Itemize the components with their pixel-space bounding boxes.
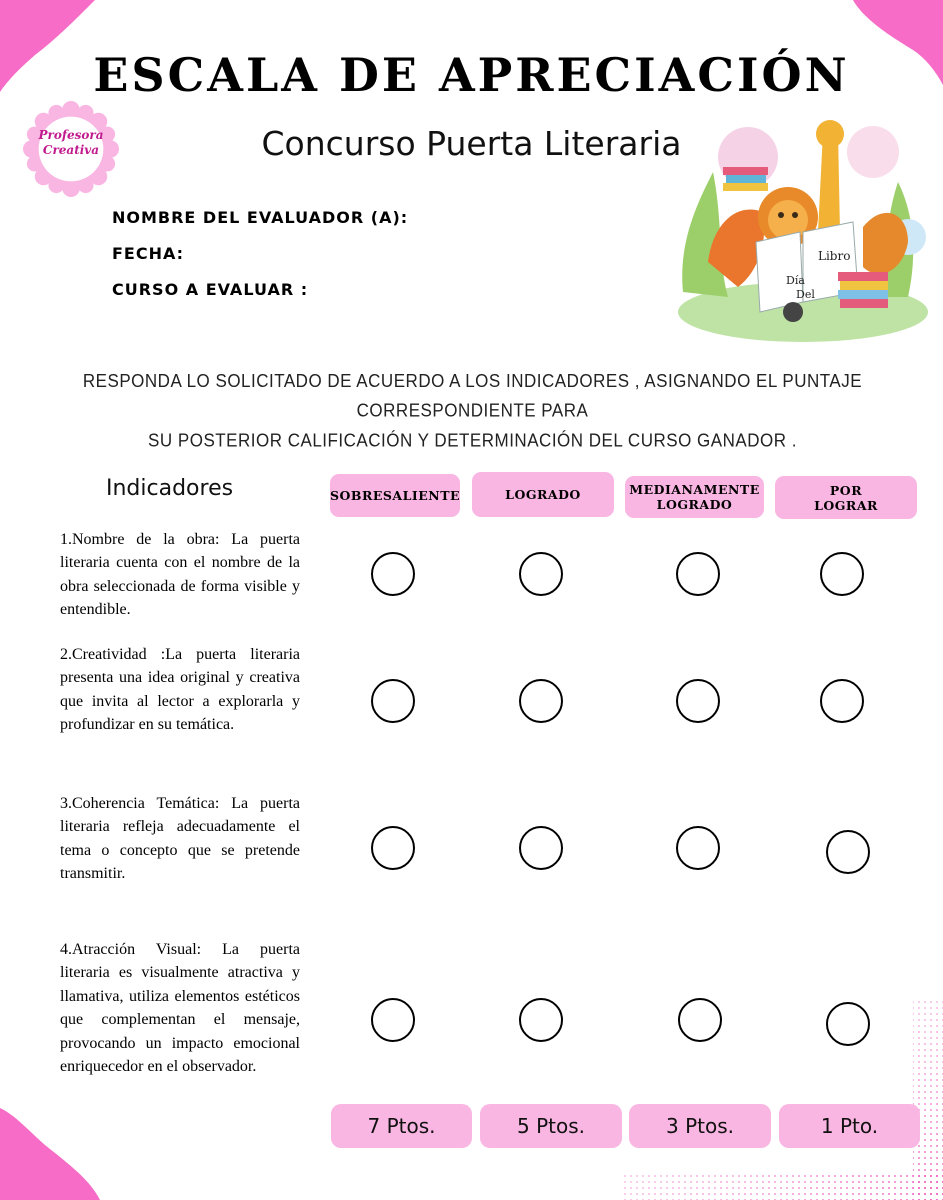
date-label: FECHA: — [112, 244, 185, 263]
rating-circle-indicator-2-por-lograr[interactable] — [820, 679, 864, 723]
column-header-logrado — [472, 472, 614, 517]
column-header-label-line2: LOGRAR — [814, 497, 878, 513]
column-header-por-lograr — [775, 476, 917, 519]
rating-circle-indicator-3-medianamente-logrado[interactable] — [676, 826, 720, 870]
points-label: 1 Pto. — [820, 1114, 879, 1138]
indicator-2-text: 2.Creatividad :La puerta literaria presenta una idea original y creativa que invita al lector a explorarla y profundizar en su temática. — [60, 646, 300, 734]
illustration-word-dia: Día — [786, 274, 805, 287]
course-label: CURSO A EVALUAR : — [112, 280, 309, 299]
column-header-label-line1: POR — [829, 482, 863, 498]
rating-circle-indicator-3-logrado[interactable] — [519, 826, 563, 870]
rating-circle-indicator-1-sobresaliente[interactable] — [371, 552, 415, 596]
logo-line-1: Profesora — [38, 128, 104, 142]
column-header-sobresaliente — [330, 474, 460, 517]
illustration-word-del: Del — [796, 288, 815, 301]
evaluator-name-label: NOMBRE DEL EVALUADOR (A): — [112, 208, 409, 227]
corner-decoration-bottom-left — [0, 1100, 110, 1200]
indicators-heading: Indicadores — [106, 476, 234, 501]
rating-circle-indicator-1-medianamente-logrado[interactable] — [676, 552, 720, 596]
page-title: ESCALA DE APRECIACIÓN — [93, 48, 850, 102]
rating-circle-indicator-3-por-lograr[interactable] — [826, 830, 870, 874]
column-header-label-line2: LOGRADO — [656, 497, 733, 512]
rating-circle-indicator-2-sobresaliente[interactable] — [371, 679, 415, 723]
evaluation-fields — [112, 206, 408, 314]
points-medianamente-logrado — [629, 1104, 771, 1148]
instructions — [50, 366, 895, 455]
column-header-label: LOGRADO — [505, 487, 581, 502]
instructions-line-2: SU POSTERIOR CALIFICACIÓN Y DETERMINACIÓN DEL CURSO GANADOR . — [148, 429, 797, 451]
points-label: 3 Ptos. — [666, 1114, 734, 1138]
book-day-illustration — [668, 112, 933, 350]
column-header-label: SOBRESALIENTE — [329, 488, 461, 503]
column-header-medianamente-logrado — [625, 476, 764, 518]
rating-circle-indicator-3-sobresaliente[interactable] — [371, 826, 415, 870]
logo-text — [22, 128, 120, 158]
instructions-line-1: RESPONDA LO SOLICITADO DE ACUERDO A LOS INDICADORES , ASIGNANDO EL PUNTAJE CORRESPONDIENTE PARA — [82, 370, 863, 421]
rating-circle-indicator-1-por-lograr[interactable] — [820, 552, 864, 596]
points-logrado — [480, 1104, 622, 1148]
dotted-texture-decoration — [623, 1000, 943, 1200]
rating-circle-indicator-4-logrado[interactable] — [519, 998, 563, 1042]
logo-line-2: Creativa — [42, 143, 100, 157]
illustration-word-libro: Libro — [818, 249, 851, 263]
rating-circle-indicator-1-logrado[interactable] — [519, 552, 563, 596]
points-label: 7 Ptos. — [367, 1114, 436, 1138]
points-label: 5 Ptos. — [517, 1114, 585, 1138]
points-por-lograr — [779, 1104, 920, 1148]
column-header-label-line1: MEDIANAMENTE — [629, 482, 760, 497]
rating-circle-indicator-4-sobresaliente[interactable] — [371, 998, 415, 1042]
indicator-3-text: 3.Coherencia Temática: La puerta literaria refleja adecuadamente el tema o concepto que se pretende transmitir. — [60, 795, 300, 883]
rating-circle-indicator-2-logrado[interactable] — [519, 679, 563, 723]
rating-circle-indicator-2-medianamente-logrado[interactable] — [676, 679, 720, 723]
page-subtitle: Concurso Puerta Literaria — [261, 124, 682, 163]
indicator-4-text: 4.Atracción Visual: La puerta literaria es visualmente atractiva y llamativa, utiliza elementos estéticos que complementan el mensaje, provocando un impacto emocional enriquecedor en el observador. — [60, 941, 300, 1076]
indicator-1-text: 1.Nombre de la obra: La puerta literaria cuenta con el nombre de la obra seleccionada de forma visible y entendible. — [60, 531, 300, 619]
rating-circle-indicator-4-medianamente-logrado[interactable] — [678, 998, 722, 1042]
points-sobresaliente — [331, 1104, 472, 1148]
rating-circle-indicator-4-por-lograr[interactable] — [826, 1002, 870, 1046]
